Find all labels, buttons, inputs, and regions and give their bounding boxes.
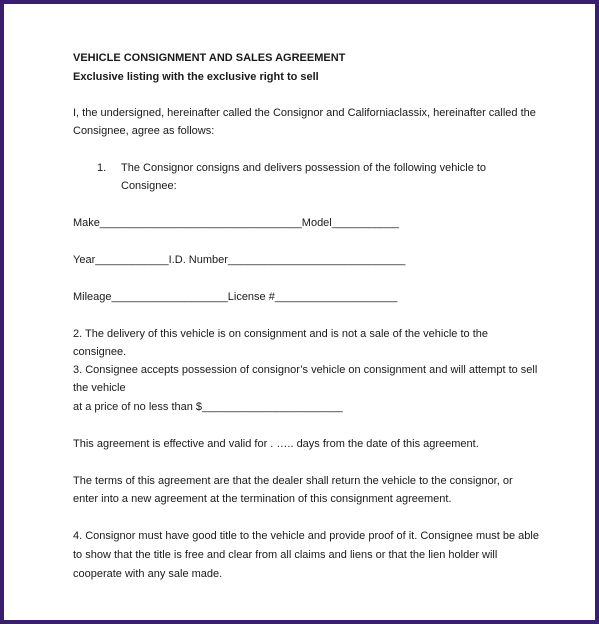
terms-line-1: The terms of this agreement are that the dealer shall return the vehicle to the consignor, or [73,475,513,487]
terms-line-2: enter into a new agreement at the termination of this consignment agreement. [73,493,452,505]
document-title: VEHICLE CONSIGNMENT AND SALES AGREEMENT [73,52,346,64]
item2-line-1: 2. The delivery of this vehicle is on consignment and is not a sale of the vehicle to the [73,328,488,340]
item3-line-3: at a price of no less than $_______________________ [73,401,343,413]
year-id-field: Year____________I.D. Number_____________________________ [73,254,406,266]
item1-number: 1. [97,162,107,174]
document-subtitle: Exclusive listing with the exclusive right to sell [73,71,319,83]
item4-line-1: 4. Consignor must have good title to the vehicle and provide proof of it. Consignee must be able [73,530,539,542]
intro-line-2: Consignee, agree as follows: [73,125,215,137]
effective-line: This agreement is effective and valid for . ….. days from the date of this agreement. [73,438,479,450]
make-model-field: Make_________________________________Model___________ [73,217,400,229]
intro-line-1: I, the undersigned, hereinafter called the Consignor and Californiaclassix, hereinafter called the [73,107,536,119]
item4-line-3: cooperate with any sale made. [73,568,223,580]
mileage-license-field: Mileage___________________License #____________________ [73,291,398,303]
item1-line-2: Consignee: [121,180,177,192]
item2-line-2: consignee. [73,346,127,358]
item3-line-2: the vehicle [73,382,126,394]
item3-line-1: 3. Consignee accepts possession of consignor’s vehicle on consignment and will attempt to sell [73,364,538,376]
item1-line-1: The Consignor consigns and delivers possession of the following vehicle to [121,162,487,174]
item4-line-2: to show that the title is free and clear from all claims and liens or that the lien holder will [73,549,498,561]
